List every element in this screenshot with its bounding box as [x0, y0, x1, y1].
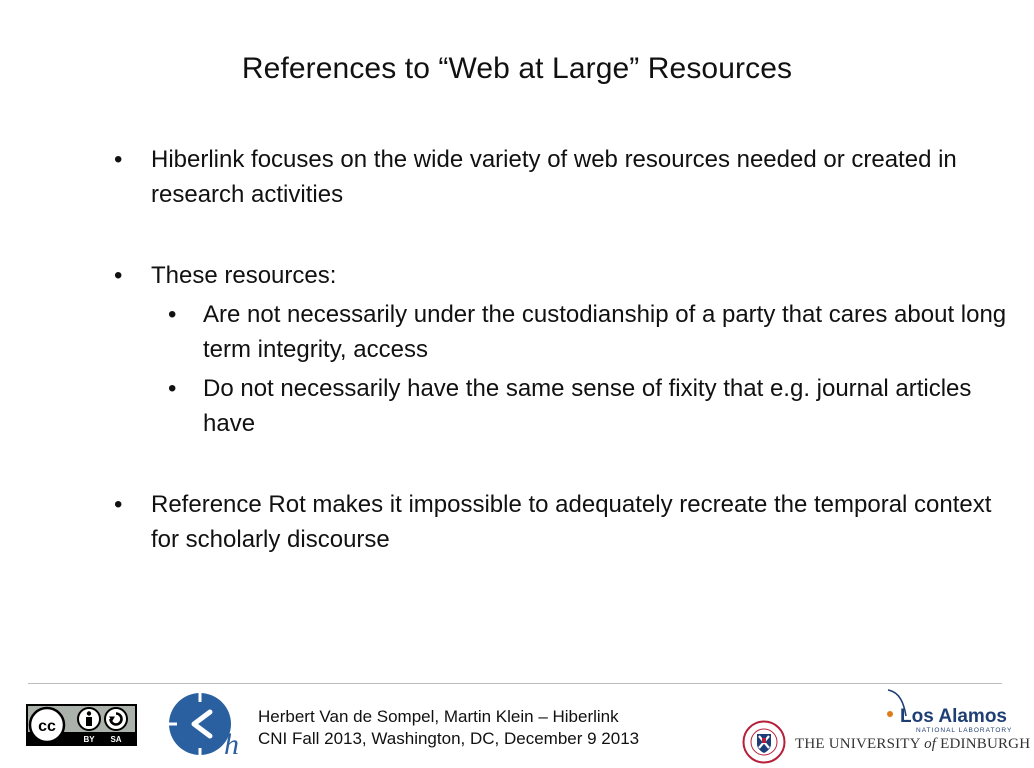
hiberlink-logo — [166, 690, 242, 760]
lanl-sub: NATIONAL LABORATORY — [916, 727, 1013, 734]
bullet-marker: • — [168, 375, 177, 402]
bullet-marker: • — [114, 491, 123, 518]
svg-text:h: h — [224, 728, 239, 761]
footer-credits — [258, 706, 639, 750]
cc-glyph: cc — [38, 718, 56, 735]
lanl-name: Los Alamos — [900, 706, 1007, 727]
los-alamos-logo — [880, 688, 1013, 738]
bullet-marker: • — [168, 301, 177, 328]
share-alike-icon — [105, 708, 127, 730]
bullet-text: These resources: — [151, 262, 337, 289]
bullet-item — [110, 142, 1015, 212]
sub-bullet-list — [151, 297, 1015, 441]
footer-authors: Herbert Van de Sompel, Martin Klein – Hiberlink — [258, 707, 619, 726]
bullet-marker: • — [114, 146, 123, 173]
slide-body — [110, 142, 1015, 603]
bullet-marker: • — [114, 262, 123, 289]
cc-sa-label: SA — [110, 735, 122, 744]
sub-bullet-item — [110, 297, 1015, 367]
lanl-dot-icon — [887, 711, 893, 717]
slide-title: References to “Web at Large” Resources — [241, 52, 793, 85]
bullet-text: Hiberlink focuses on the wide variety of web resources needed or created in research activities — [151, 146, 957, 208]
sub-bullet-text: Do not necessarily have the same sense of fixity that e.g. journal articles have — [203, 375, 972, 437]
sub-bullet-item — [110, 371, 1015, 441]
edinburgh-wordmark: THE UNIVERSITY of EDINBURGH — [795, 736, 1031, 752]
edinburgh-seal — [742, 720, 786, 764]
cc-by-sa-badge — [26, 704, 137, 746]
footer-divider — [28, 683, 1002, 684]
cc-by-label: BY — [83, 735, 95, 744]
bullet-text: Reference Rot makes it impossible to adequately recreate the temporal context for scholarly discourse — [151, 491, 992, 553]
bullet-item — [110, 258, 1015, 441]
footer-event: CNI Fall 2013, Washington, DC, December 9 2013 — [258, 729, 640, 748]
sub-bullet-text: Are not necessarily under the custodianship of a party that cares about long term integrity, access — [203, 301, 1007, 363]
bullet-item — [110, 487, 1015, 557]
